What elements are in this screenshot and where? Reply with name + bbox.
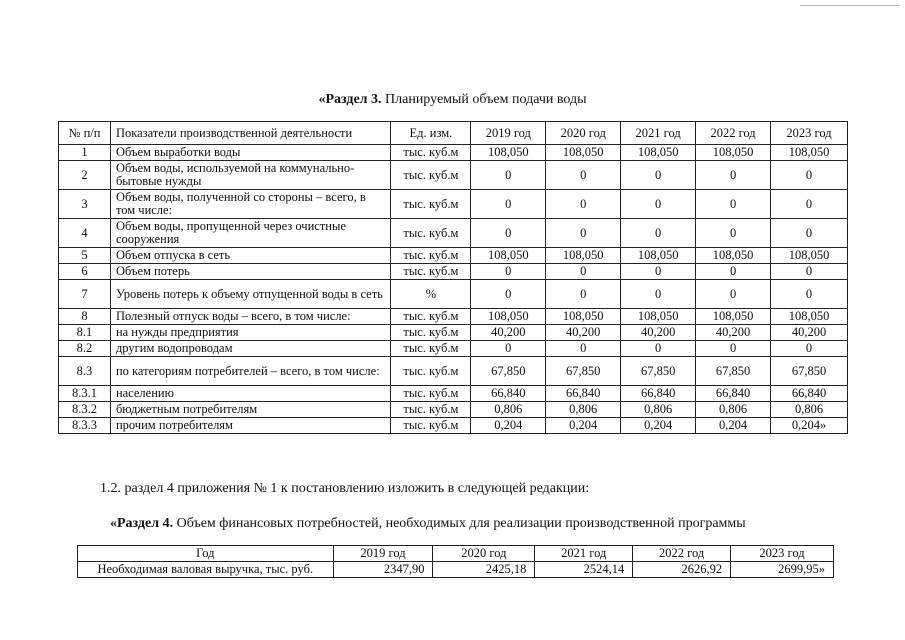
table-row [59,161,848,190]
value-cell: 108,050 [471,248,546,264]
value-cell: 0,204» [771,418,848,434]
indicator-name: Уровень потерь к объему отпущенной воды в сеть [110,280,391,309]
value-cell: 108,050 [696,309,771,325]
paragraph-1-2: 1.2. раздел 4 приложения № 1 к постановлению изложить в следующей редакции: [100,481,590,496]
header-cell: Ед. изм. [391,122,471,145]
value-cell: 108,050 [771,309,848,325]
row-number: 8.1 [59,325,111,341]
value-cell: 67,850 [621,357,696,386]
indicator-name: Объем выработки воды [110,145,391,161]
value-cell: 0,806 [621,402,696,418]
value-cell: 108,050 [621,248,696,264]
value-cell: 0 [471,264,546,280]
value-cell: 0 [546,341,621,357]
value-cell: 40,200 [771,325,848,341]
value-cell: 40,200 [546,325,621,341]
header-cell: 2023 год [771,122,848,145]
value-cell: 67,850 [546,357,621,386]
indicator-name: Объем отпуска в сеть [110,248,391,264]
section-4-title: «Раздел 4. Объем финансовых потребностей, необходимых для реализации производственной программы [110,516,746,531]
value-cell: 40,200 [696,325,771,341]
value-cell: 0 [696,190,771,219]
header-cell: 2019 год [333,546,433,562]
value-cell: 0 [696,341,771,357]
value-cell: 0 [621,190,696,219]
value-cell: 108,050 [696,145,771,161]
value-cell: 0 [771,219,848,248]
row-number: 8.3.1 [59,386,111,402]
header-cell: Показатели производственной деятельности [110,122,391,145]
indicator-name: Объем воды, используемой на коммунально-бытовые нужды [110,161,391,190]
table-row [59,190,848,219]
header-cell: 2023 год [731,546,834,562]
value-cell: 0,806 [771,402,848,418]
header-cell: 2021 год [621,122,696,145]
header-cell: 2022 год [633,546,731,562]
header-cell: Год [78,546,334,562]
value-cell: 108,050 [771,145,848,161]
value-cell: 0 [471,219,546,248]
top-rule [800,5,900,6]
row-number: 2 [59,161,111,190]
indicator-name: по категориям потребителей – всего, в том числе: [110,357,391,386]
value-cell: 0 [546,190,621,219]
value-cell: 0 [546,161,621,190]
value-cell: 108,050 [546,145,621,161]
unit-cell: тыс. куб.м [391,219,471,248]
table-row [59,248,848,264]
unit-cell: тыс. куб.м [391,264,471,280]
row-number: 4 [59,219,111,248]
table-row [59,325,848,341]
unit-cell: тыс. куб.м [391,418,471,434]
row-label: Необходимая валовая выручка, тыс. руб. [78,562,334,578]
header-cell: 2020 год [546,122,621,145]
header-cell: 2022 год [696,122,771,145]
value-cell: 67,850 [471,357,546,386]
value-cell: 108,050 [546,248,621,264]
value-cell: 0 [771,341,848,357]
unit-cell: тыс. куб.м [391,161,471,190]
unit-cell: % [391,280,471,309]
table-row [59,341,848,357]
value-cell: 0 [771,264,848,280]
value-cell: 108,050 [696,248,771,264]
value-cell: 0,204 [546,418,621,434]
value-cell: 0 [471,341,546,357]
table-row [59,280,848,309]
value-cell: 0 [771,190,848,219]
value-cell: 108,050 [546,309,621,325]
indicator-name: населению [110,386,391,402]
indicator-name: на нужды предприятия [110,325,391,341]
unit-cell: тыс. куб.м [391,190,471,219]
value-cell: 0 [471,161,546,190]
value-cell: 0 [696,280,771,309]
table-row [59,145,848,161]
indicator-name: Объем потерь [110,264,391,280]
value-cell: 108,050 [621,145,696,161]
value-cell: 0 [621,219,696,248]
value-cell: 108,050 [771,248,848,264]
value-cell: 66,840 [696,386,771,402]
value-cell: 40,200 [621,325,696,341]
value-cell: 0 [621,280,696,309]
row-number: 8.3.3 [59,418,111,434]
value-cell: 0 [546,219,621,248]
table-row [59,264,848,280]
table-row [59,219,848,248]
table-row [59,402,848,418]
row-number: 8.3.2 [59,402,111,418]
value-cell: 0 [546,280,621,309]
value-cell: 0 [696,161,771,190]
indicator-name: Объем воды, полученной со стороны – всего, в том числе: [110,190,391,219]
unit-cell: тыс. куб.м [391,145,471,161]
value-cell: 66,840 [621,386,696,402]
row-number: 7 [59,280,111,309]
header-cell: 2019 год [471,122,546,145]
value-cell: 108,050 [471,145,546,161]
indicator-name: прочим потребителям [110,418,391,434]
unit-cell: тыс. куб.м [391,248,471,264]
row-number: 5 [59,248,111,264]
section-3-title: «Раздел 3. Планируемый объем подачи воды [318,92,587,107]
indicator-name: Полезный отпуск воды – всего, в том числе: [110,309,391,325]
table-row [59,309,848,325]
unit-cell: тыс. куб.м [391,386,471,402]
row-number: 3 [59,190,111,219]
row-number: 8.3 [59,357,111,386]
value-cell: 0 [471,190,546,219]
value-cell: 2347,90 [333,562,433,578]
indicator-name: другим водопроводам [110,341,391,357]
value-cell: 0 [696,219,771,248]
value-cell: 0,204 [621,418,696,434]
row-number: 8 [59,309,111,325]
value-cell: 2524,14 [535,562,633,578]
unit-cell: тыс. куб.м [391,309,471,325]
header-cell: 2020 год [433,546,535,562]
value-cell: 0 [696,264,771,280]
value-cell: 0 [621,161,696,190]
table-header-row [78,546,834,562]
header-cell: № п/п [59,122,111,145]
value-cell: 0 [771,161,848,190]
value-cell: 0 [546,264,621,280]
financial-needs-table [77,545,834,578]
row-number: 1 [59,145,111,161]
row-number: 8.2 [59,341,111,357]
value-cell: 0 [621,264,696,280]
table-row [78,562,834,578]
value-cell: 108,050 [471,309,546,325]
value-cell: 40,200 [471,325,546,341]
value-cell: 66,840 [771,386,848,402]
table-header-row [59,122,848,145]
value-cell: 0 [471,280,546,309]
unit-cell: тыс. куб.м [391,341,471,357]
value-cell: 0 [621,341,696,357]
header-cell: 2021 год [535,546,633,562]
value-cell: 0,806 [696,402,771,418]
value-cell: 66,840 [546,386,621,402]
indicator-name: Объем воды, пропущенной через очистные сооружения [110,219,391,248]
value-cell: 67,850 [696,357,771,386]
value-cell: 2699,95» [731,562,834,578]
row-number: 6 [59,264,111,280]
value-cell: 0,806 [546,402,621,418]
value-cell: 0 [771,280,848,309]
unit-cell: тыс. куб.м [391,325,471,341]
value-cell: 67,850 [771,357,848,386]
indicator-name: бюджетным потребителям [110,402,391,418]
unit-cell: тыс. куб.м [391,357,471,386]
value-cell: 0,806 [471,402,546,418]
value-cell: 0,204 [471,418,546,434]
table-row [59,386,848,402]
value-cell: 0,204 [696,418,771,434]
value-cell: 66,840 [471,386,546,402]
unit-cell: тыс. куб.м [391,402,471,418]
value-cell: 2626,92 [633,562,731,578]
water-supply-table [58,121,848,434]
table-row [59,357,848,386]
value-cell: 2425,18 [433,562,535,578]
table-row [59,418,848,434]
value-cell: 108,050 [621,309,696,325]
